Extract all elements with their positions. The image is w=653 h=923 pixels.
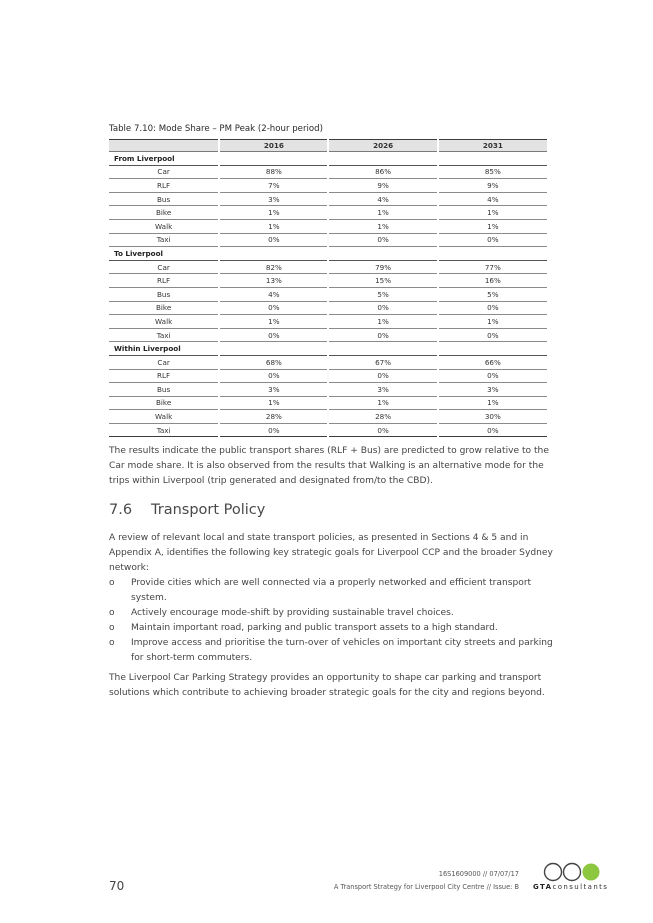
mode-label: Car [109, 260, 219, 274]
share-value: 77% [438, 260, 547, 274]
mode-share-table [109, 139, 547, 437]
table-row [109, 383, 547, 397]
share-value: 0% [438, 233, 547, 247]
mode-label: Car [109, 165, 219, 179]
table-section-row [109, 342, 547, 356]
mode-label: Walk [109, 410, 219, 424]
share-value: 0% [219, 369, 328, 383]
mode-label: RLF [109, 274, 219, 288]
share-value: 85% [438, 165, 547, 179]
share-value: 0% [328, 328, 437, 342]
table-row [109, 423, 547, 437]
share-value: 0% [438, 369, 547, 383]
share-value: 1% [438, 315, 547, 329]
share-value: 67% [328, 355, 437, 369]
document-reference: 16S1609000 // 07/07/17 [438, 870, 519, 878]
results-paragraph: The results indicate the public transport shares (RLF + Bus) are predicted to grow relative to the Car mode share. It is also observed from the results that Walking is an alternative mode for the trips within Liverpool (trip generated and designated from/to the CBD). [109, 446, 549, 486]
table-row [109, 355, 547, 369]
logo-circle-2 [564, 864, 581, 881]
table-row [109, 328, 547, 342]
share-value: 1% [219, 219, 328, 233]
share-value: 1% [328, 206, 437, 220]
table-caption: Table 7.10: Mode Share – PM Peak (2-hour period) [109, 124, 323, 134]
section-intro: A review of relevant local and state transport policies, as presented in Sections 4 & 5 and in Appendix A, identifies the following key strategic goals for Liverpool CCP and the broader Sydney network: [109, 533, 553, 573]
share-value: 0% [438, 423, 547, 437]
mode-label: Bus [109, 192, 219, 206]
section-title: Transport Policy [151, 502, 266, 518]
share-value: 1% [328, 219, 437, 233]
table-row [109, 274, 547, 288]
share-value: 1% [438, 396, 547, 410]
share-value: 5% [328, 287, 437, 301]
table-row [109, 206, 547, 220]
share-value: 13% [219, 274, 328, 288]
mode-label: Walk [109, 315, 219, 329]
share-value: 0% [328, 369, 437, 383]
document-title: A Transport Strategy for Liverpool City Centre // Issue: B [333, 883, 519, 891]
share-value: 28% [219, 410, 328, 424]
bullet-marker: o [109, 638, 115, 648]
share-value: 0% [328, 233, 437, 247]
share-value: 1% [219, 206, 328, 220]
bullet-marker: o [109, 623, 115, 633]
mode-label: Taxi [109, 423, 219, 437]
table-row [109, 192, 547, 206]
list-item [109, 621, 561, 636]
share-value: 1% [438, 219, 547, 233]
list-item [109, 606, 561, 621]
list-item-text: Provide cities which are well connected via a properly networked and efficient transport system. [131, 578, 532, 603]
share-value: 1% [219, 396, 328, 410]
share-value: 0% [219, 301, 328, 315]
page-number: 70 [109, 879, 125, 893]
mode-label: Bike [109, 396, 219, 410]
logo-wordmark-bold: GTA [533, 883, 553, 891]
share-value: 1% [328, 315, 437, 329]
share-value: 4% [328, 192, 437, 206]
header-cell: 2016 [219, 140, 328, 152]
share-value: 0% [328, 423, 437, 437]
share-value: 82% [219, 260, 328, 274]
share-value: 3% [219, 383, 328, 397]
header-cell: 2026 [328, 140, 437, 152]
share-value: 68% [219, 355, 328, 369]
list-item-text: Actively encourage mode-shift by providing sustainable travel choices. [131, 608, 454, 618]
share-value: 79% [328, 260, 437, 274]
header-cell: 2031 [438, 140, 547, 152]
table-row [109, 410, 547, 424]
table-header-row [109, 140, 547, 152]
table-section-row [109, 152, 547, 166]
table-row [109, 165, 547, 179]
share-value: 1% [328, 396, 437, 410]
mode-label: Bus [109, 287, 219, 301]
share-value: 9% [328, 179, 437, 193]
mode-label: Bus [109, 383, 219, 397]
list-item [109, 576, 561, 606]
mode-label: Bike [109, 301, 219, 315]
logo-wordmark-rest: consultants [552, 883, 609, 891]
share-value: 0% [219, 423, 328, 437]
mode-label: Car [109, 355, 219, 369]
mode-label: Bike [109, 206, 219, 220]
logo-wordmark [533, 883, 608, 891]
share-value: 7% [219, 179, 328, 193]
section-heading [109, 502, 265, 518]
section-label: To Liverpool [109, 247, 547, 261]
share-value: 3% [219, 192, 328, 206]
share-value: 9% [438, 179, 547, 193]
section-number: 7.6 [109, 502, 133, 518]
table-row [109, 260, 547, 274]
bullet-marker: o [109, 578, 115, 588]
share-value: 1% [219, 315, 328, 329]
strategic-goals-list [109, 576, 561, 666]
mode-label: RLF [109, 369, 219, 383]
share-value: 4% [438, 192, 547, 206]
logo-circle-3 [583, 864, 600, 881]
share-value: 5% [438, 287, 547, 301]
share-value: 0% [219, 328, 328, 342]
section-label: Within Liverpool [109, 342, 547, 356]
share-value: 3% [438, 383, 547, 397]
share-value: 0% [438, 301, 547, 315]
mode-label: Taxi [109, 233, 219, 247]
table-row [109, 315, 547, 329]
share-value: 88% [219, 165, 328, 179]
list-item [109, 636, 561, 666]
share-value: 30% [438, 410, 547, 424]
mode-label: Taxi [109, 328, 219, 342]
share-value: 3% [328, 383, 437, 397]
share-value: 1% [438, 206, 547, 220]
closing-paragraph: The Liverpool Car Parking Strategy provides an opportunity to shape car parking and transport solutions which contribute to achieving broader strategic goals for the city and regions beyond. [109, 673, 545, 698]
share-value: 15% [328, 274, 437, 288]
share-value: 0% [219, 233, 328, 247]
section-label: From Liverpool [109, 152, 547, 166]
table-row [109, 301, 547, 315]
list-item-text: Maintain important road, parking and public transport assets to a high standard. [131, 623, 498, 633]
header-cell [109, 140, 219, 152]
share-value: 0% [328, 301, 437, 315]
table-row [109, 369, 547, 383]
share-value: 0% [438, 328, 547, 342]
share-value: 28% [328, 410, 437, 424]
table-section-row [109, 247, 547, 261]
mode-label: RLF [109, 179, 219, 193]
logo-circle-1 [545, 864, 562, 881]
table-row [109, 219, 547, 233]
table-row [109, 396, 547, 410]
table-row [109, 179, 547, 193]
share-value: 66% [438, 355, 547, 369]
table-row [109, 233, 547, 247]
bullet-marker: o [109, 608, 115, 618]
share-value: 86% [328, 165, 437, 179]
mode-label: Walk [109, 219, 219, 233]
table-row [109, 287, 547, 301]
list-item-text: Improve access and prioritise the turn-over of vehicles on important city streets and parking for short-term commuters. [131, 638, 553, 663]
share-value: 4% [219, 287, 328, 301]
share-value: 16% [438, 274, 547, 288]
